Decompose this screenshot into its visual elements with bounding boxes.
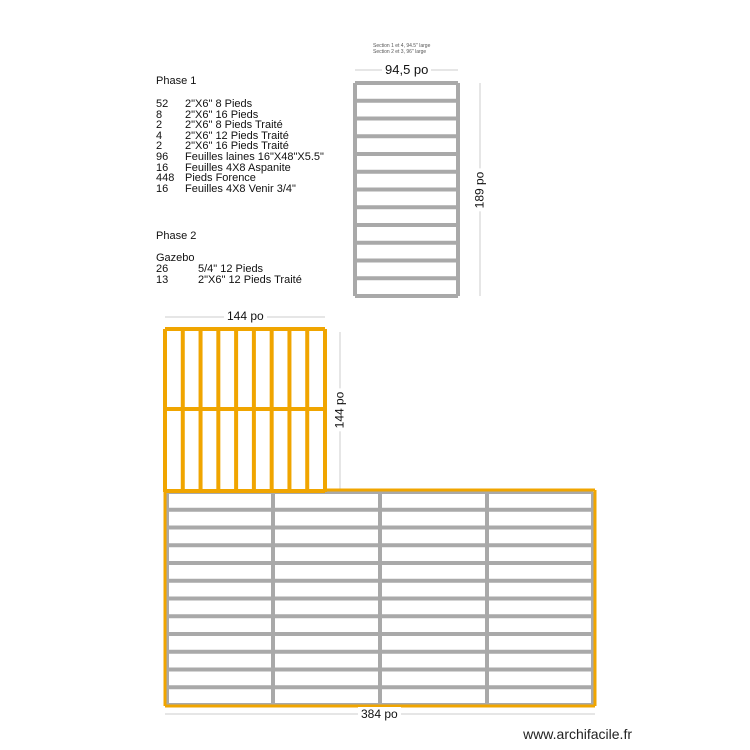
item-qty: 26 bbox=[156, 263, 169, 275]
item-qty: 4 bbox=[156, 129, 163, 142]
note-line-2: Section 2 et 3, 96" large bbox=[373, 49, 427, 55]
item-desc: 5/4" 12 Pieds bbox=[198, 263, 264, 275]
watermark: www.archifacile.fr bbox=[523, 726, 632, 742]
item-qty: 8 bbox=[156, 108, 163, 121]
note-line-1: Section 1 et 4, 94.5" large bbox=[373, 43, 431, 49]
item-desc: 2"X6" 8 Pieds bbox=[185, 98, 253, 110]
phase1-title: Phase 1 bbox=[156, 75, 197, 87]
item-desc: Feuilles laines 16"X48"X5.5" bbox=[185, 151, 324, 163]
item-desc: Feuilles 4X8 Aspanite bbox=[185, 161, 291, 174]
phase2-title: Phase 2 bbox=[156, 230, 197, 242]
item-desc: 2"X6" 12 Pieds Traité bbox=[198, 273, 302, 286]
item-qty: 16 bbox=[156, 182, 169, 195]
deck-width-label: 384 po bbox=[358, 707, 401, 721]
phase2-subtitle: Gazebo bbox=[156, 252, 195, 264]
item-qty: 2 bbox=[156, 119, 163, 132]
gazebo-width-label: 144 po bbox=[224, 309, 267, 323]
item-desc: 2"X6" 16 Pieds Traité bbox=[185, 140, 289, 153]
section-note bbox=[373, 43, 430, 55]
item-desc: 2"X6" 8 Pieds Traité bbox=[185, 119, 283, 132]
section-width-label: 94,5 po bbox=[382, 62, 431, 77]
item-desc: 2"X6" 12 Pieds Traité bbox=[185, 129, 289, 142]
section-height-label: 189 po bbox=[472, 169, 486, 212]
item-qty: 96 bbox=[156, 151, 169, 163]
item-qty: 448 bbox=[156, 172, 175, 185]
item-qty: 16 bbox=[156, 161, 169, 174]
item-qty: 52 bbox=[156, 98, 169, 110]
item-desc: Feuilles 4X8 Venir 3/4" bbox=[185, 182, 296, 195]
gazebo-height-label: 144 po bbox=[332, 389, 346, 432]
item-desc: Pieds Forence bbox=[185, 172, 256, 185]
item-qty: 13 bbox=[156, 273, 169, 286]
item-qty: 2 bbox=[156, 140, 163, 153]
item-desc: 2"X6" 16 Pieds bbox=[185, 108, 259, 121]
